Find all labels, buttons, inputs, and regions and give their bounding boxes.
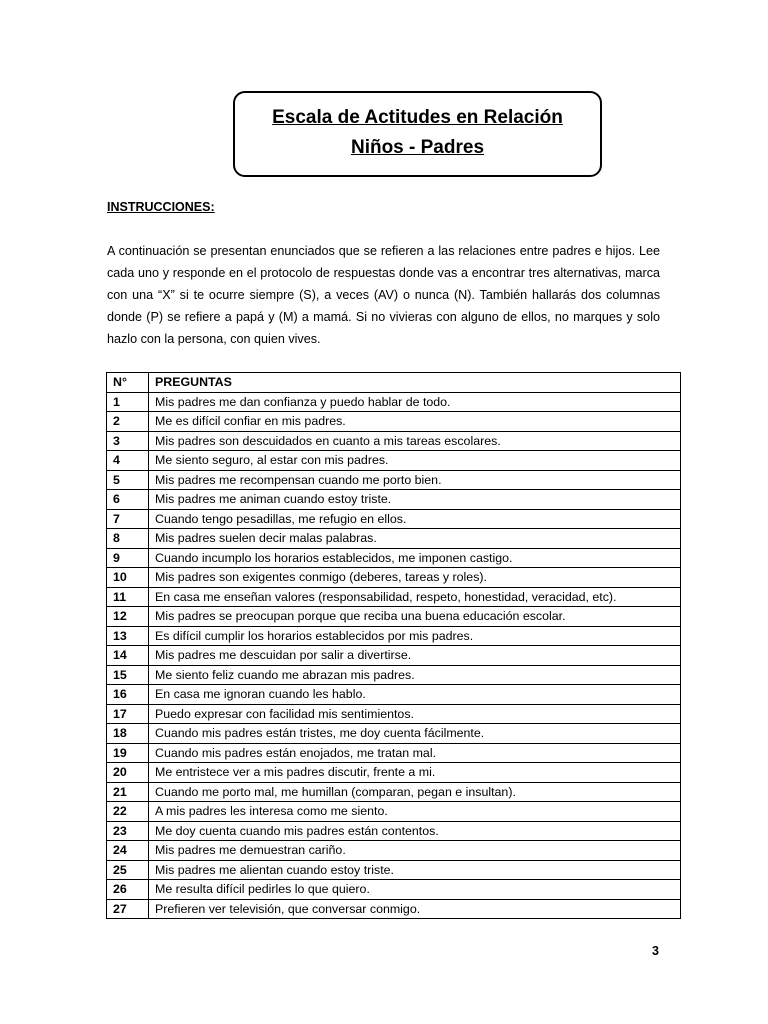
question-number: 3 — [107, 431, 149, 451]
question-number: 2 — [107, 412, 149, 432]
question-number: 27 — [107, 899, 149, 919]
table-row — [107, 392, 681, 412]
question-text: En casa me enseñan valores (responsabilidad, respeto, honestidad, veracidad, etc). — [149, 587, 681, 607]
question-number: 7 — [107, 509, 149, 529]
question-number: 12 — [107, 607, 149, 627]
question-text: A mis padres les interesa como me siento. — [149, 802, 681, 822]
table-row — [107, 587, 681, 607]
questions-column-header: PREGUNTAS — [149, 373, 681, 393]
question-number: 17 — [107, 704, 149, 724]
question-number: 23 — [107, 821, 149, 841]
question-text: Cuando tengo pesadillas, me refugio en ellos. — [149, 509, 681, 529]
table-row — [107, 490, 681, 510]
question-number: 14 — [107, 646, 149, 666]
question-number: 16 — [107, 685, 149, 705]
table-row — [107, 646, 681, 666]
question-text: Cuando mis padres están tristes, me doy cuenta fácilmente. — [149, 724, 681, 744]
question-number: 6 — [107, 490, 149, 510]
document-title-line-1: Escala de Actitudes en Relación — [272, 107, 563, 128]
question-number: 10 — [107, 568, 149, 588]
table-row — [107, 568, 681, 588]
question-text: Me doy cuenta cuando mis padres están contentos. — [149, 821, 681, 841]
table-row — [107, 880, 681, 900]
question-text: Mis padres me recompensan cuando me porto bien. — [149, 470, 681, 490]
table-row — [107, 685, 681, 705]
table-row — [107, 860, 681, 880]
table-header-row — [107, 373, 681, 393]
table-row — [107, 509, 681, 529]
page-number: 3 — [652, 944, 659, 958]
table-row — [107, 548, 681, 568]
question-text: Mis padres me dan confianza y puedo hablar de todo. — [149, 392, 681, 412]
table-row — [107, 899, 681, 919]
question-text: Mis padres me descuidan por salir a divertirse. — [149, 646, 681, 666]
question-text: En casa me ignoran cuando les hablo. — [149, 685, 681, 705]
instructions-heading: INSTRUCCIONES: — [107, 200, 215, 214]
table-row — [107, 802, 681, 822]
question-number: 19 — [107, 743, 149, 763]
table-row — [107, 782, 681, 802]
table-row — [107, 821, 681, 841]
question-text: Mis padres son descuidados en cuanto a mis tareas escolares. — [149, 431, 681, 451]
question-text: Me siento seguro, al estar con mis padres. — [149, 451, 681, 471]
table-row — [107, 743, 681, 763]
question-number: 13 — [107, 626, 149, 646]
question-number: 25 — [107, 860, 149, 880]
table-row — [107, 763, 681, 783]
question-text: Me siento feliz cuando me abrazan mis padres. — [149, 665, 681, 685]
question-number: 24 — [107, 841, 149, 861]
question-text: Mis padres son exigentes conmigo (deberes, tareas y roles). — [149, 568, 681, 588]
question-number: 9 — [107, 548, 149, 568]
table-row — [107, 431, 681, 451]
question-text: Prefieren ver televisión, que conversar conmigo. — [149, 899, 681, 919]
question-text: Cuando me porto mal, me humillan (comparan, pegan e insultan). — [149, 782, 681, 802]
number-column-header: N° — [107, 373, 149, 393]
question-number: 22 — [107, 802, 149, 822]
table-row — [107, 841, 681, 861]
question-text: Cuando mis padres están enojados, me tratan mal. — [149, 743, 681, 763]
questions-table-body — [107, 392, 681, 919]
question-number: 21 — [107, 782, 149, 802]
question-number: 5 — [107, 470, 149, 490]
question-number: 4 — [107, 451, 149, 471]
table-row — [107, 607, 681, 627]
question-text: Me resulta difícil pedirles lo que quiero. — [149, 880, 681, 900]
question-text: Mis padres suelen decir malas palabras. — [149, 529, 681, 549]
question-number: 18 — [107, 724, 149, 744]
question-number: 8 — [107, 529, 149, 549]
table-row — [107, 724, 681, 744]
question-text: Puedo expresar con facilidad mis sentimientos. — [149, 704, 681, 724]
document-title-line-2: Niños - Padres — [350, 137, 485, 158]
table-row — [107, 704, 681, 724]
question-text: Mis padres me demuestran cariño. — [149, 841, 681, 861]
question-number: 20 — [107, 763, 149, 783]
table-row — [107, 665, 681, 685]
question-number: 15 — [107, 665, 149, 685]
table-row — [107, 451, 681, 471]
question-text: Me es difícil confiar en mis padres. — [149, 412, 681, 432]
question-number: 26 — [107, 880, 149, 900]
question-text: Mis padres se preocupan porque que reciba una buena educación escolar. — [149, 607, 681, 627]
question-number: 11 — [107, 587, 149, 607]
table-row — [107, 529, 681, 549]
table-row — [107, 412, 681, 432]
questions-table — [106, 372, 681, 919]
question-text: Mis padres me animan cuando estoy triste. — [149, 490, 681, 510]
question-text: Me entristece ver a mis padres discutir, frente a mi. — [149, 763, 681, 783]
table-row — [107, 470, 681, 490]
instructions-paragraph: A continuación se presentan enunciados que se refieren a las relaciones entre padres e hijos. Lee cada uno y responde en el protocolo de respuestas donde vas a encontrar tres alternativas, marca con una “X” si te ocurre siempre (S), a veces (AV) o nunca (N). También hallarás dos columnas donde (P) se refiere a papá y (M) a mamá. Si no vivieras con alguno de ellos, no marques y solo hazlo con la persona, con quien vives. — [107, 244, 660, 346]
question-text: Cuando incumplo los horarios establecidos, me imponen castigo. — [149, 548, 681, 568]
question-text: Mis padres me alientan cuando estoy triste. — [149, 860, 681, 880]
table-row — [107, 626, 681, 646]
question-text: Es difícil cumplir los horarios establecidos por mis padres. — [149, 626, 681, 646]
title-box — [233, 91, 602, 177]
question-number: 1 — [107, 392, 149, 412]
